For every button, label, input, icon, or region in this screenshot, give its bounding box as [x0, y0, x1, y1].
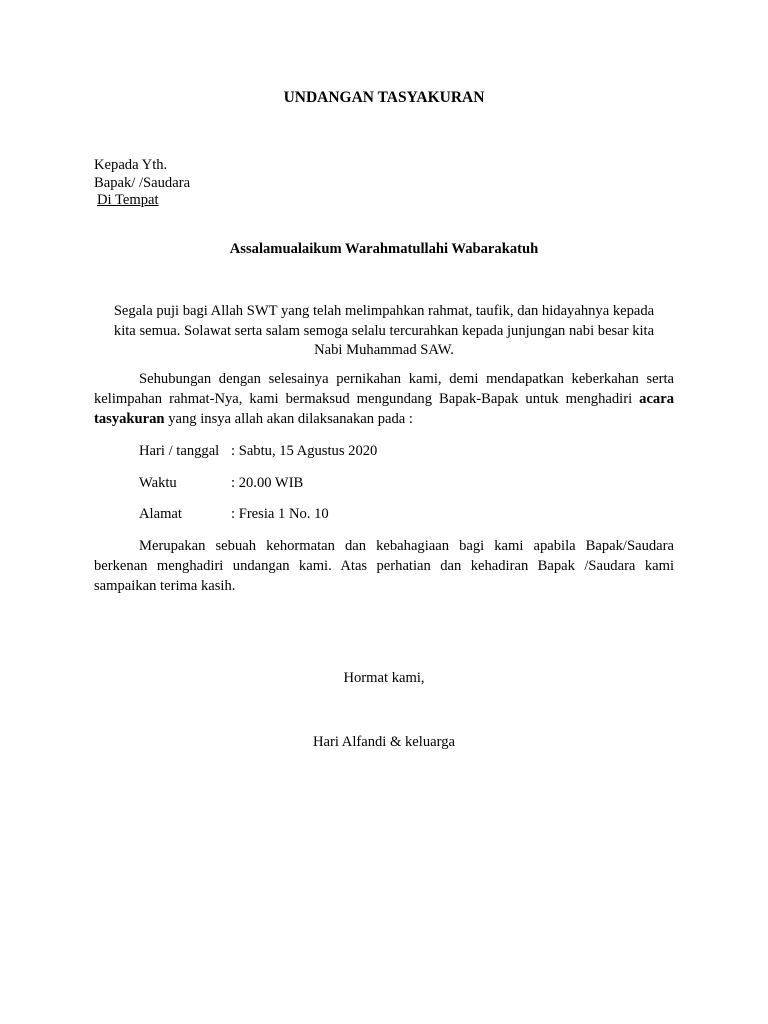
recipient-line-2: Bapak/ /Saudara	[94, 175, 191, 191]
recipient-line-3	[97, 191, 159, 210]
signatory: Hari Alfandi & keluarga	[313, 734, 455, 750]
detail-date-value: : Sabtu, 15 Agustus 2020	[231, 443, 378, 459]
detail-address-value: : Fresia 1 No. 10	[231, 506, 329, 522]
opening-line-2: kita semua. Solawat serta salam semoga selalu tercurahkan kepada junjungan nabi besar kita	[113, 323, 655, 339]
invitation-paragraph	[94, 369, 674, 429]
opening-line-3: Nabi Muhammad SAW.	[314, 342, 454, 358]
detail-address-label: Alamat	[139, 506, 182, 522]
detail-date-label: Hari / tanggal	[139, 443, 220, 459]
opening-line-1: Segala puji bagi Allah SWT yang telah melimpahkan rahmat, taufik, dan hidayahnya kepada	[113, 303, 655, 319]
letter-title: UNDANGAN TASYAKURAN	[283, 89, 485, 106]
invitation-text-2: yang insya allah akan dilaksanakan pada :	[164, 411, 413, 427]
recipient-line-1: Kepada Yth.	[94, 157, 168, 173]
greeting: Assalamualaikum Warahmatullahi Wabarakatuh	[229, 241, 539, 257]
invitation-text-1: Sehubungan dengan selesainya pernikahan kami, demi mendapatkan keberkahan serta kelimpahan rahmat-Nya, kami bermaksud mengundang Bapak-Bapak untuk menghadiri	[94, 371, 674, 407]
invitation-event-bold: acara tasyakuran	[94, 391, 674, 427]
detail-time-value: : 20.00 WIB	[231, 475, 304, 491]
closing-paragraph: Merupakan sebuah kehormatan dan kebahagiaan bagi kami apabila Bapak/Saudara berkenan menghadiri undangan kami. Atas perhatian dan kehadiran Bapak /Saudara kami sampaikan terima kasih.	[94, 538, 674, 594]
sign-off: Hormat kami,	[343, 670, 425, 686]
recipient-place: Di Tempat	[97, 192, 159, 208]
detail-time-label: Waktu	[139, 475, 177, 491]
